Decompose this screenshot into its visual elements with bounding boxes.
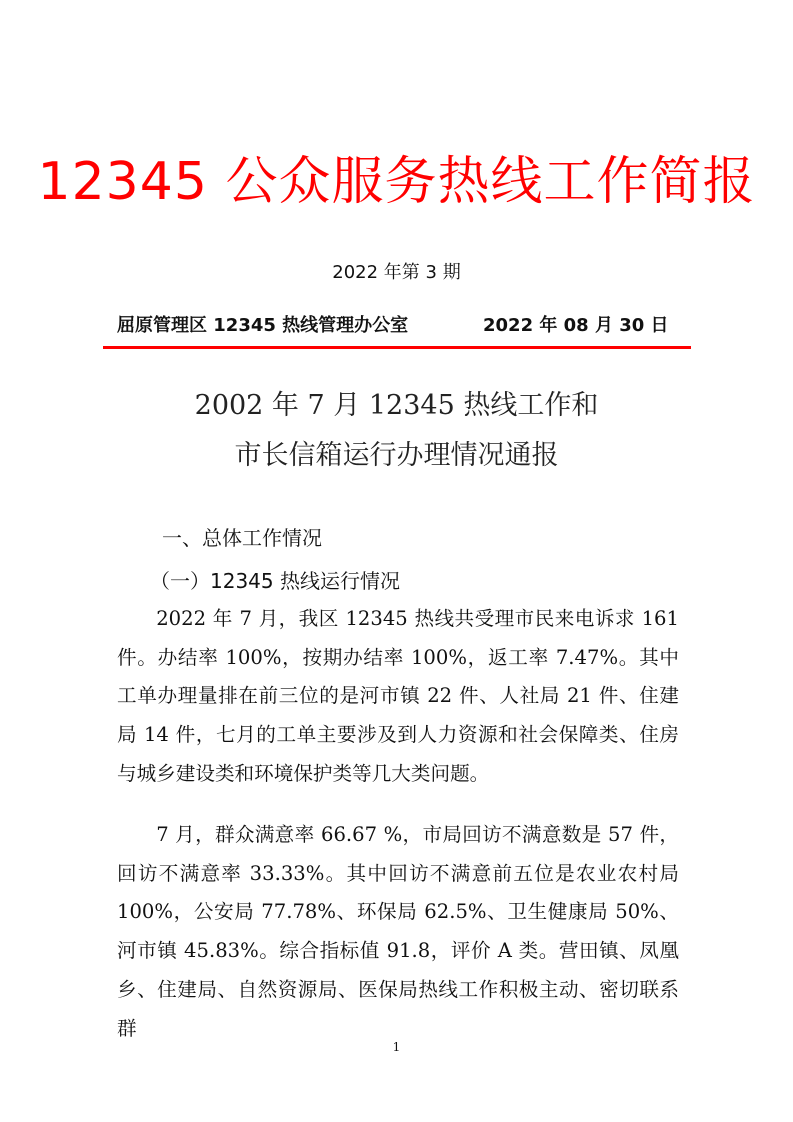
body-paragraph-1: 2022 年 7 月，我区 12345 热线共受理市民来电诉求 161 件。办结率 100%，按期办结率 100%，返工率 7.47%。其中工单办理量排在前三位的是河市镇 22 件、人社局 21 件、住建局 14 件，七月的工单主要涉及到人力资源和社会保障类、住房与城乡建设类和环境保护类等几大类问题。 [117, 607, 679, 785]
document-title-line-1: 2002 年 7 月 12345 热线工作和 [194, 390, 599, 421]
page-number: 1 [392, 1040, 401, 1054]
subsection-heading: （一）12345 热线运行情况 [150, 569, 400, 593]
masthead-title: 12345 公众服务热线工作简报 [37, 152, 756, 212]
red-divider [103, 346, 691, 349]
section-heading: 一、总体工作情况 [162, 526, 322, 550]
body-paragraph-2: 7 月，群众满意率 66.67 %，市局回访不满意数是 57 件，回访不满意率 33.33%。其中回访不满意前五位是农业农村局 100%，公安局 77.78%、环保局 62.5%、卫生健康局 50%、河市镇 45.83%。综合指标值 91.8，评价 A 类。营田镇、凤凰乡、住建局、自然资源局、医保局热线工作积极主动、密切联系群 [117, 823, 679, 1040]
issue-date: 2022 年 08 月 30 日 [483, 315, 669, 336]
document-title-line-2: 市长信箱运行办理情况通报 [234, 440, 559, 471]
issuing-office: 屈原管理区 12345 热线管理办公室 [117, 315, 409, 336]
issue-number: 2022 年第 3 期 [332, 262, 461, 283]
